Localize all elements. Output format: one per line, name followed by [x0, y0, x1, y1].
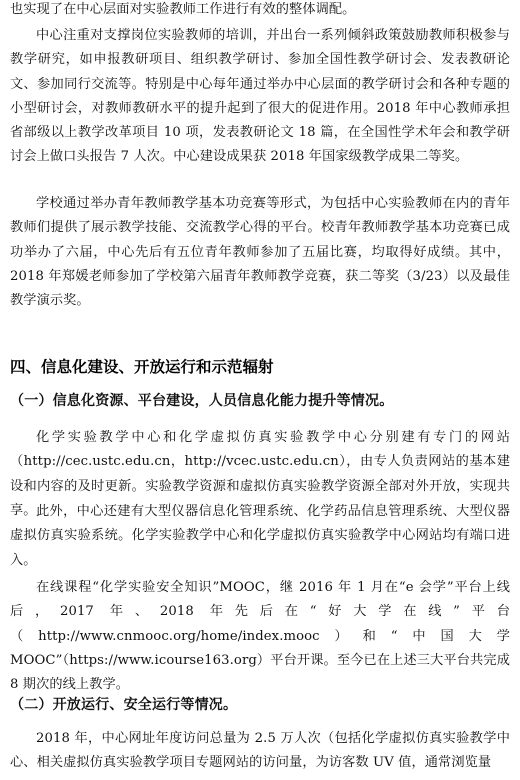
subsection-heading-resources: （一）信息化资源、平台建设，人员信息化能力提升等情况。 — [10, 393, 394, 409]
paragraph-continuation: 也实现了在中心层面对实验教师工作进行有效的整体调配。 — [10, 2, 356, 17]
paragraph-mooc: 在线课程“化学实验安全知识”MOOC，继 2016 年 1 月在“e 会学”平台上线后，2017 年、2018 年先后在“好大学在线”平台（http://www.cnmooc.org/home/index.mooc）和“中国大学 MOOC”（https://www.icourse163.org）平台开课。至今已在上述三大平台共完成 8 期次的线上教学。 — [10, 580, 510, 693]
paragraph-management-systems: 此外，中心还建有大型仪器信息化管理系统、化学药品信息管理系统、大型仪器虚拟仿真实验系统。化学实验教学中心和化学虚拟仿真实验教学中心网站均有端口进入。 — [10, 504, 510, 568]
paragraph-young-teacher-competition: 学校通过举办青年教师教学基本功竞赛等形式，为包括中心实验教师在内的青年教师们提供了展示教学技能、交流教学心得的平台。校青年教师教学基本功竞赛已成功举办了六届，中心先后有五位青年教师参加了五届比赛，均取得好成绩。其中，2018 年郑媛老师参加了学校第六届青年教师教学竞赛，获二等奖（3/23）以及最佳教学演示奖。 — [10, 196, 510, 309]
paragraph-teacher-training: 中心注重对支撑岗位实验教师的培训，并出台一系列倾斜政策鼓励教师积极参与教学研究，如申报教研项目、组织教学研讨、参加全国性教学研讨会、发表教研论文、参加同行交流等。特别是中心每年通过举办中心层面的教学研讨会和各种专题的小型研讨会，对教师教研水平的提升起到了很大的促进作用。2018 年中心教师承担省部级以上教学改革项目 10 项，发表教研论文 18 篇，在全国性学术年会和教学研讨会上做口头报告 7 人次。中心建设成果获 2018 年国家级教学成果二等奖。 — [10, 28, 510, 165]
paragraph-website-visits: 2018 年，中心网址年度访问总量为 2.5 万人次（包括化学虚拟仿真实验教学中心、相关虚拟仿真实验教学项目专题网站的访问量，为访客数 UV 值，通常浏览量 — [10, 731, 510, 771]
section-heading-informatization: 四、信息化建设、开放运行和示范辐射 — [10, 358, 274, 376]
subsection-heading-operation: （二）开放运行、安全运行等情况。 — [10, 697, 238, 713]
paragraph-websites: 化学实验教学中心和化学虚拟仿真实验教学中心分别建有专门的网站（http://cec.ustc.edu.cn，http://vcec.ustc.edu.cn），由专人负责网站的基本建设和内容的及时更新。实验教学资源和虚拟仿真实验教学资源全部对外开放，实现共享。 — [10, 430, 510, 518]
